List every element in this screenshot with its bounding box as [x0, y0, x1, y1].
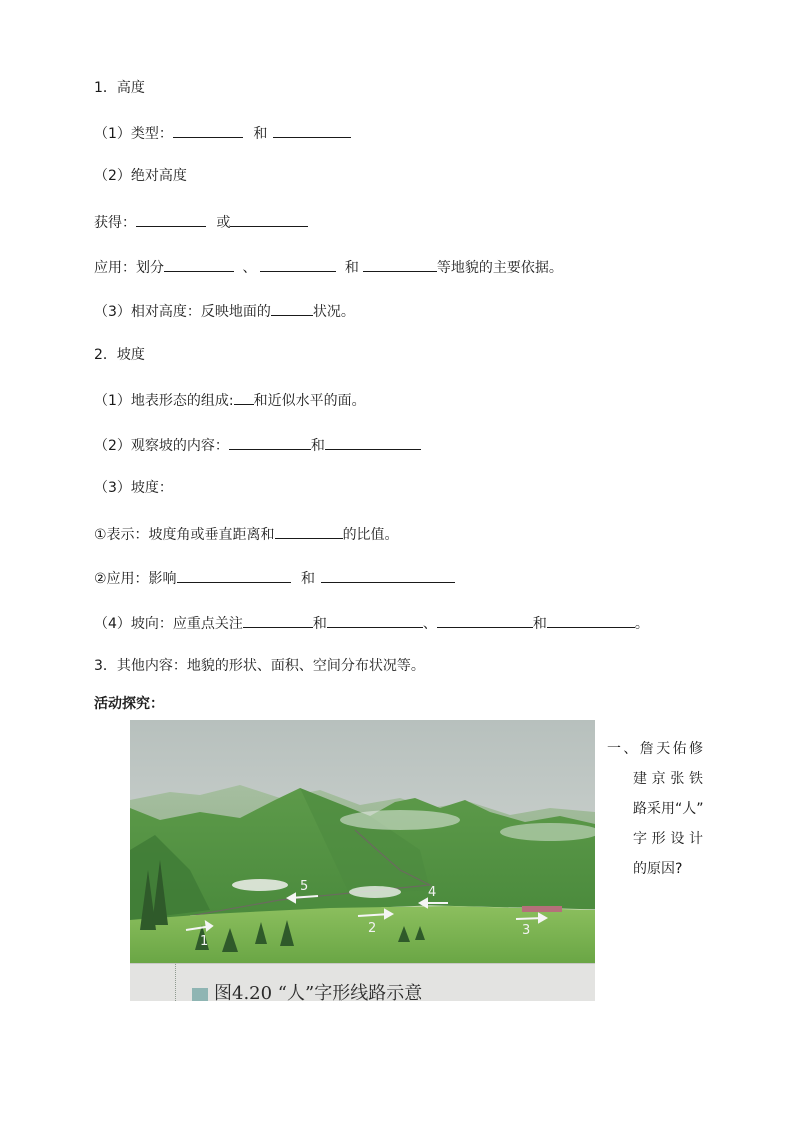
- s2-2-and: 和: [310, 438, 325, 454]
- blank-slope-2[interactable]: [325, 434, 421, 450]
- blank-apply-1[interactable]: [164, 256, 234, 272]
- s1-1-and: 和: [253, 126, 268, 142]
- question-line-3: 路采用“人”: [633, 801, 704, 817]
- blank-horizontal[interactable]: [275, 523, 343, 539]
- blank-type-1[interactable]: [173, 122, 243, 138]
- section-3: 3．其他内容：地貌的形状、面积、空间分布状况等。: [94, 658, 425, 674]
- s1-1-line: [94, 122, 351, 142]
- question-line-4: 字形设计: [633, 831, 703, 847]
- obtain-label: 获得：: [94, 215, 136, 231]
- s1-3-line: [94, 300, 355, 320]
- blank-apply-3[interactable]: [363, 256, 437, 272]
- s2-4-end: 。: [634, 616, 649, 632]
- rep-suffix: 的比值。: [342, 527, 399, 543]
- caption-divider: [175, 964, 176, 1001]
- s2-4-line: [94, 612, 649, 632]
- s2-2-prefix: （2）观察坡的内容：: [94, 438, 229, 454]
- blank-obtain-1[interactable]: [136, 211, 206, 227]
- blank-aspect-3[interactable]: [437, 612, 533, 628]
- s2-3-title: （3）坡度：: [94, 480, 173, 496]
- app-line: [94, 567, 455, 587]
- apply-line: [94, 256, 563, 276]
- arrow-label-3: 3: [522, 923, 531, 938]
- blank-app-2[interactable]: [321, 567, 455, 583]
- blank-aspect-1[interactable]: [243, 612, 313, 628]
- rep-prefix: ①表示：坡度角或垂直距离和: [94, 527, 275, 543]
- app-and: 和: [301, 571, 316, 587]
- s2-4-and2: 和: [532, 616, 547, 632]
- arrow-label-2: 2: [368, 921, 377, 936]
- s2-1-prefix: （1）地表形态的组成:: [94, 393, 234, 409]
- arrow-label-5: 5: [300, 879, 309, 894]
- blank-slope-1[interactable]: [229, 434, 311, 450]
- question-line-2: 建京张铁: [633, 771, 703, 787]
- obtain-line: [94, 211, 308, 231]
- blank-obtain-2[interactable]: [230, 211, 308, 227]
- s2-4-sep: 、: [422, 616, 437, 632]
- apply-label: 应用：划分: [94, 260, 164, 276]
- blank-app-1[interactable]: [177, 567, 291, 583]
- obtain-or: 或: [216, 215, 231, 231]
- blank-relative-height[interactable]: [271, 300, 313, 316]
- steam-2: [349, 886, 401, 898]
- s1-3-prefix: （3）相对高度：反映地面的: [94, 304, 271, 320]
- section-2-title: 2．坡度: [94, 347, 145, 363]
- arrow-label-1: 1: [200, 934, 209, 949]
- app-prefix: ②应用：影响: [94, 571, 177, 587]
- s1-2-title: （2）绝对高度: [94, 168, 187, 184]
- blank-type-2[interactable]: [273, 122, 351, 138]
- s2-4-and1: 和: [312, 616, 327, 632]
- blank-aspect-2[interactable]: [327, 612, 423, 628]
- figure-caption: 图4.20 “人”字形线路示意: [214, 983, 423, 1001]
- arrow-label-4: 4: [428, 885, 437, 900]
- apply-suffix: 等地貌的主要依据。: [436, 260, 563, 276]
- blank-apply-2[interactable]: [260, 256, 336, 272]
- activity-question: [607, 734, 703, 884]
- caption-marker-icon: [192, 988, 208, 1001]
- mountain-illustration: [130, 720, 595, 963]
- blank-aspect-4[interactable]: [547, 612, 635, 628]
- s2-1-line: [94, 389, 366, 409]
- activity-heading: 活动探究：: [94, 696, 164, 712]
- s1-3-suffix: 状况。: [312, 304, 355, 320]
- s2-4-prefix: （4）坡向：应重点关注: [94, 616, 243, 632]
- blank-surface[interactable]: [234, 389, 254, 405]
- s2-1-suffix: 和近似水平的面。: [253, 393, 366, 409]
- mist-1: [340, 810, 460, 830]
- question-line-1: 一、詹天佑修: [607, 741, 703, 757]
- section-1-title: 1．高度: [94, 80, 145, 96]
- steam-1: [232, 879, 288, 891]
- apply-and: 和: [344, 260, 359, 276]
- train: [522, 906, 562, 912]
- apply-sep: 、: [242, 260, 257, 276]
- s1-1-label: （1）类型：: [94, 126, 173, 142]
- railway-figure: [130, 720, 595, 1001]
- s2-2-line: [94, 434, 421, 454]
- question-line-5: 的原因?: [633, 861, 683, 877]
- rep-line: [94, 523, 399, 543]
